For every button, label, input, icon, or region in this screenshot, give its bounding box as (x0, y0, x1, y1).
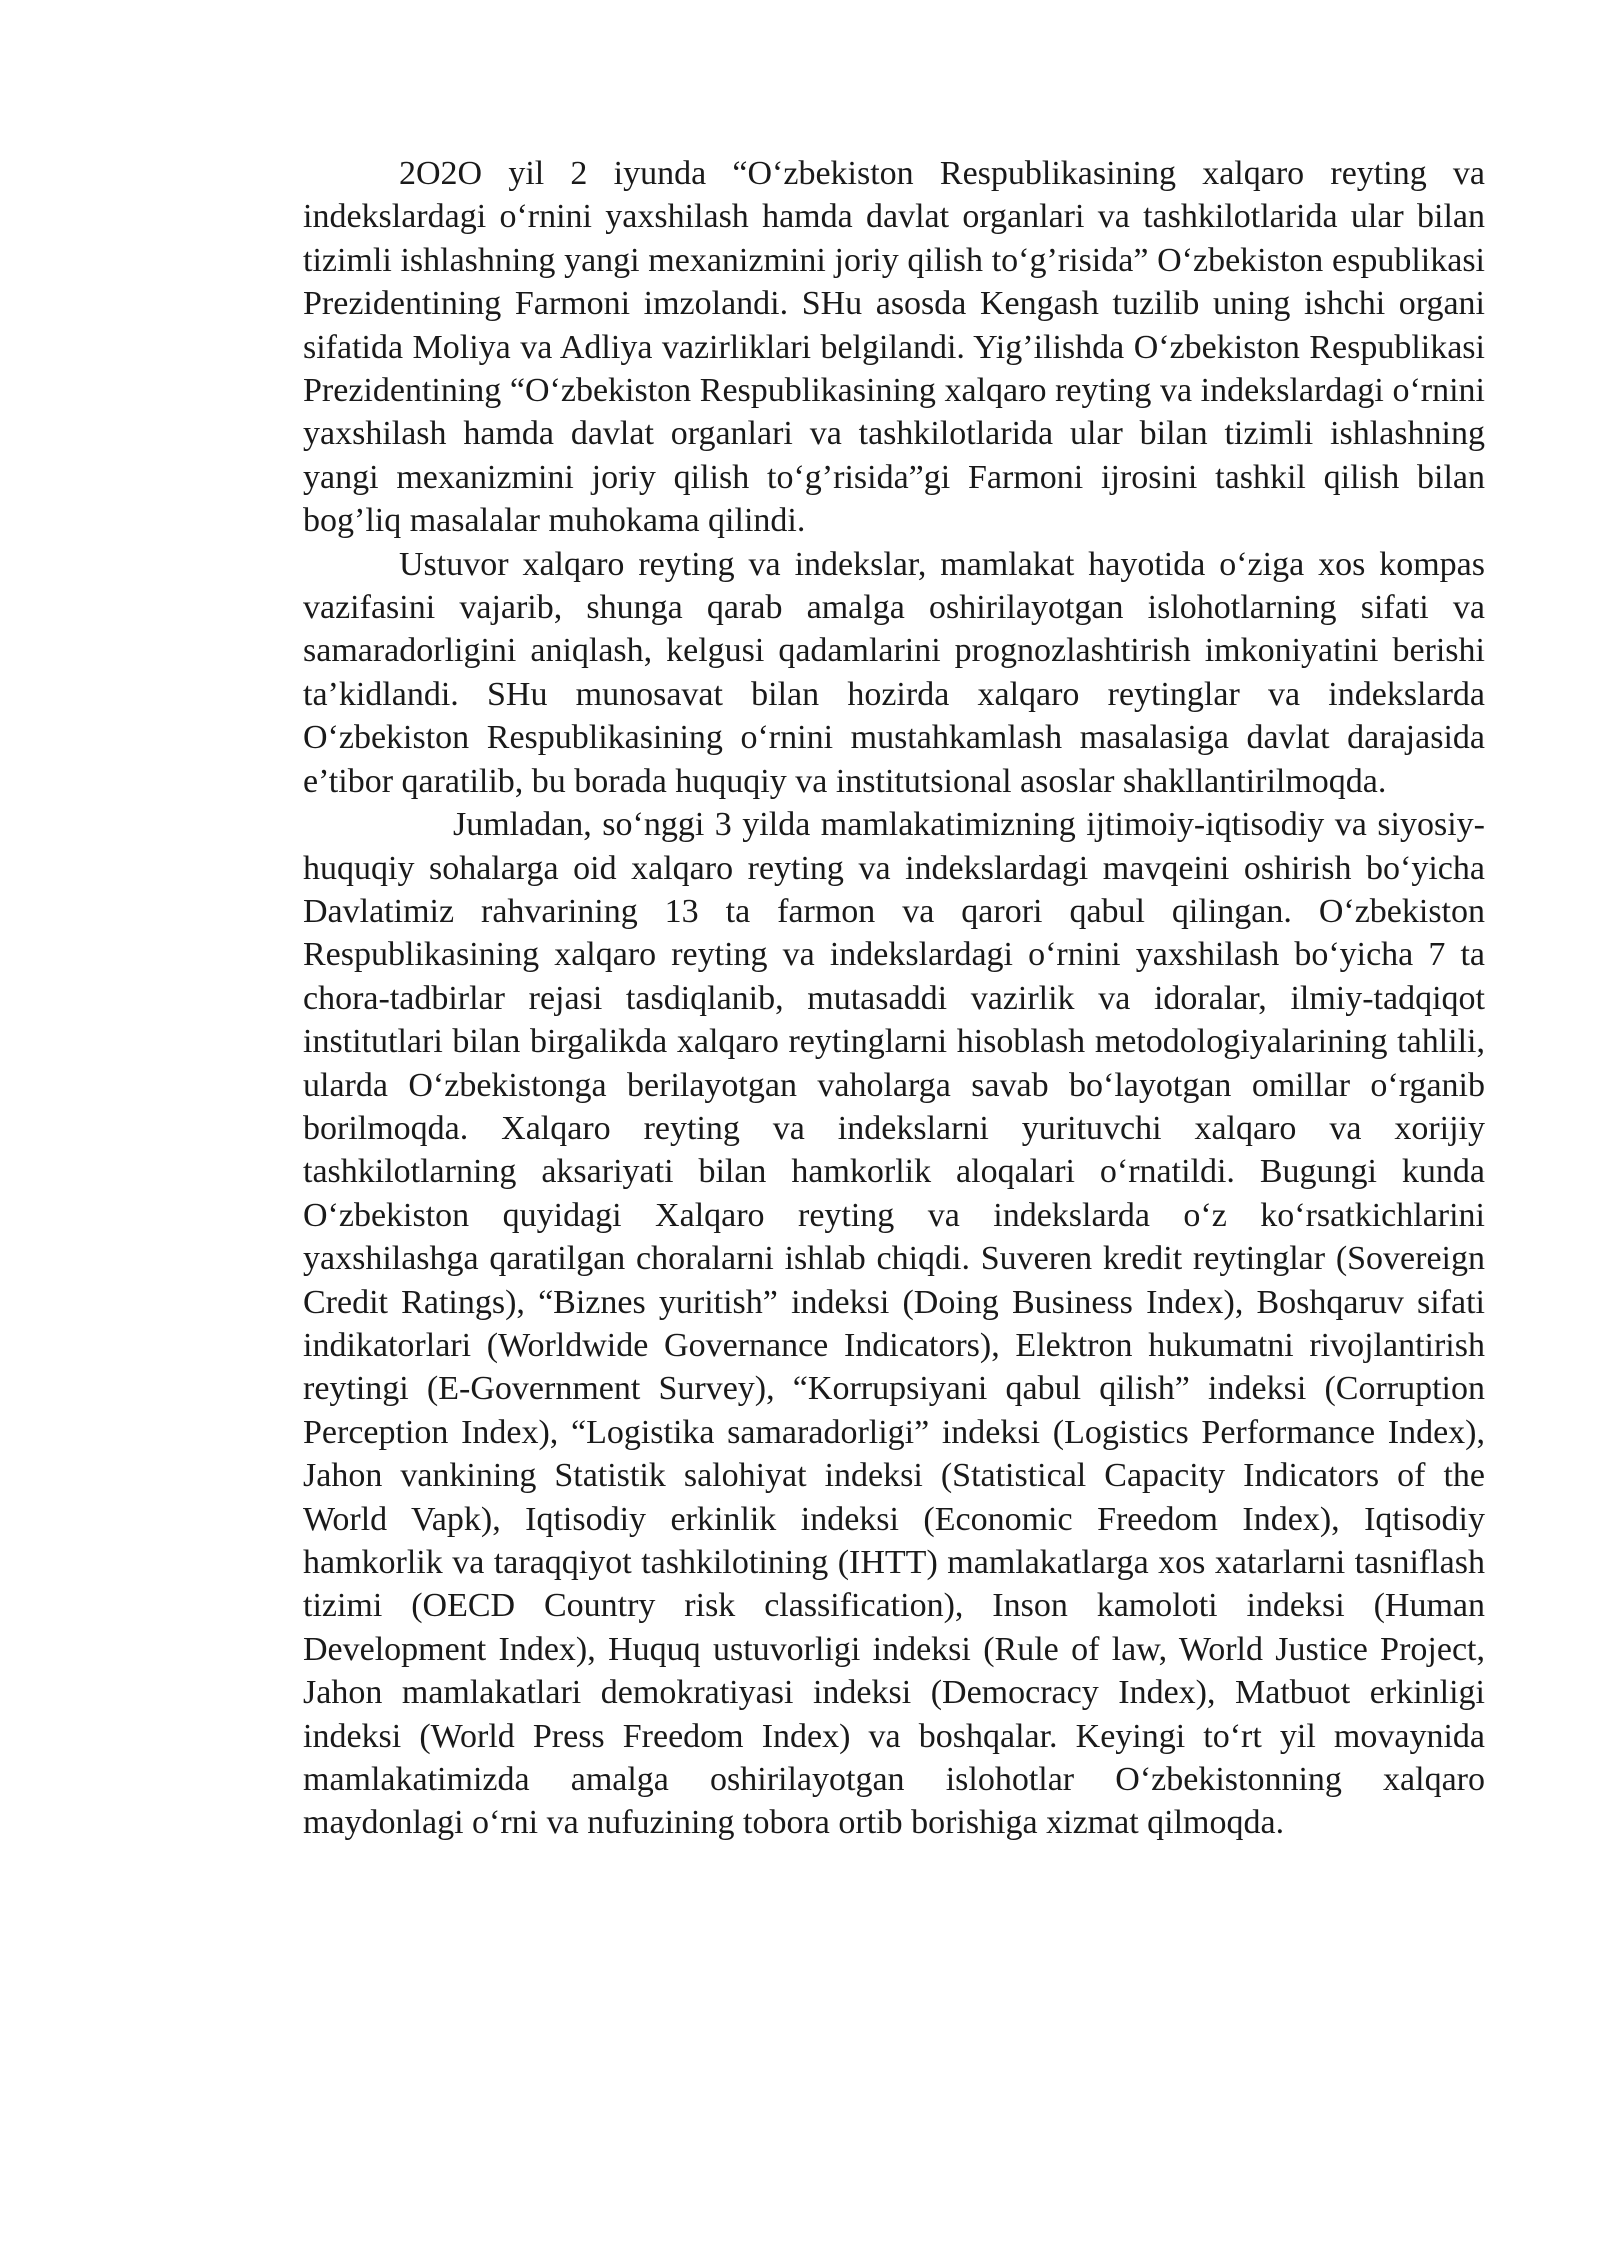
paragraph-ratings-importance: Ustuvor xalqaro reyting va indekslar, mamlakat hayotida o‘ziga xos kompas vazifasini vajarib, shunga qarab amalga oshirilayotgan islohotlarning sifati va samaradorligini aniqlash, kelgusi qadamlarini prognozlashtirish imkoniyatini berishi ta’kidlandi. SHu munosavat bilan hozirda xalqaro reytinglar va indekslarda O‘zbekiston Respublikasining o‘rnini mustahkamlash masalasiga davlat darajasida e’tibor qaratilib, bu borada huquqiy va institutsional asoslar shakllantirilmoqda. (303, 545, 1485, 800)
paragraph-measures-list: Jumladan, so‘nggi 3 yilda mamlakatimizning ijtimoiy-iqtisodiy va siyosiy-huquqiy sohalarga oid xalqaro reyting va indekslardagi mavqeini oshirish bo‘yicha Davlatimiz rahvarining 13 ta farmon va qarori qabul qilingan. O‘zbekiston Respublikasining xalqaro reyting va indekslardagi o‘rnini yaxshilash bo‘yicha 7 ta chora-tadbirlar rejasi tasdiqlanib, mutasaddi vazirlik va idoralar, ilmiy-tadqiqot institutlari bilan birgalikda xalqaro reytinglarni hisoblash metodologiyalarining tahlili, ularda O‘zbekistonga berilayotgan vaholarga savab bo‘layotgan omillar o‘rganib borilmoqda. Xalqaro reyting va indekslarni yurituvchi xalqaro va xorijiy tashkilotlarning aksariyati bilan hamkorlik aloqalari o‘rnatildi. Bugungi kunda O‘zbekiston quyidagi Xalqaro reyting va indekslarda o‘z ko‘rsatkichlarini yaxshilashga qaratilgan choralarni ishlab chiqdi. Suveren kredit reytinglar (Sovereign Credit Ratings), “Biznes yuritish” indeksi (Doing Business Index), Boshqaruv sifati indikatorlari (Worldwide Governance Indicators), Elektron hukumatni rivojlantirish reytingi (E-Government Survey), “Korrupsiyani qabul qilish” indeksi (Corruption Perception Index), “Logistika samaradorligi” indeksi (Logistics Performance Index), Jahon vankining Statistik salohiyat indeksi (Statistical Capacity Indicators of the World Vapk), Iqtisodiy erkinlik indeksi (Economic Freedom Index), Iqtisodiy hamkorlik va taraqqiyot tashkilotining (IHTT) mamlakatlarga xos xatarlarni tasniflash tizimi (OECD Country risk classification), Inson kamoloti indeksi (Human Development Index), Huquq ustuvorligi indeksi (Rule of law, World Justice Project, Jahon mamlakatlari demokratiyasi indeksi (Democracy Index), Matbuot erkinligi indeksi (World Press Freedom Index) va boshqalar. Keyingi to‘rt yil movaynida mamlakatimizda amalga oshirilayotgan islohotlar O‘zbekistonning xalqaro maydonlagi o‘rni va nufuzining tobora ortib borishiga xizmat qilmoqda. (303, 806, 1485, 1842)
paragraph-decree: 2O2O yil 2 iyunda “O‘zbekiston Respublikasining xalqaro reyting va indekslardagi o‘rnini yaxshilash hamda davlat organlari va tashkilotlarida ular bilan tizimli ishlashning yangi mexanizmini joriy qilish to‘g’risida” O‘zbekiston espublikasi Prezidentining Farmoni imzolandi. SHu asosda Kengash tuzilib uning ishchi organi sifatida Moliya va Adliya vazirliklari belgilandi. Yig’ilishda O‘zbekiston Respublikasi Prezidentining “O‘zbekiston Respublikasining xalqaro reyting va indekslardagi o‘rnini yaxshilash hamda davlat organlari va tashkilotlarida ular bilan tizimli ishlashning yangi mexanizmini joriy qilish to‘g’risida”gi Farmoni ijrosini tashkil qilish bilan bog’liq masalalar muhokama qilindi. (303, 155, 1485, 540)
body-text (303, 152, 1485, 1845)
